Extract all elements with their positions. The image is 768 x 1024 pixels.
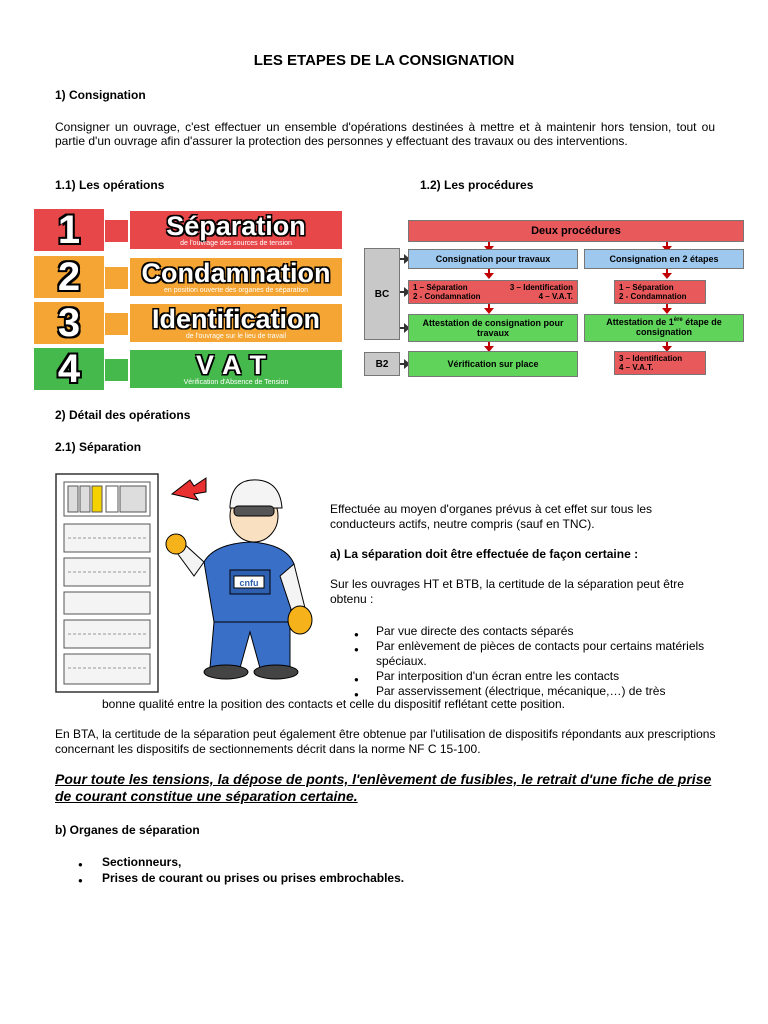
organes-list <box>78 854 678 886</box>
worker-badge: cnfu <box>239 578 259 588</box>
operation-number: 3 <box>34 302 104 344</box>
arrow-down-icon <box>666 342 668 348</box>
operation-subtitle: Vérification d'Absence de Tension <box>183 379 289 386</box>
section-2-1-heading: 2.1) Séparation <box>55 440 142 454</box>
operation-step-4 <box>34 348 344 390</box>
list-item-text: Par asservissement (électrique, mécanique,…) de très <box>376 684 666 698</box>
page-title: LES ETAPES DE LA CONSIGNATION <box>253 52 515 69</box>
arrow-right-icon <box>400 291 406 293</box>
operation-word: Condamnation <box>141 258 331 288</box>
step-label: 3 – Identification <box>619 354 683 363</box>
list-item: ● Par interposition d'un écran entre les contacts <box>354 669 620 684</box>
separation-a-text: Sur les ouvrages HT et BTB, la certitude de la séparation peut être obtenu : <box>330 577 684 606</box>
operation-word: Identification <box>152 304 320 334</box>
operation-subtitle: de l'ouvrage des sources de tension <box>180 240 292 247</box>
operation-word: Séparation <box>166 211 306 241</box>
step-label: 4 – V.A.T. <box>619 363 654 372</box>
col1-steps <box>408 280 578 304</box>
col2-steps <box>614 280 706 304</box>
bta-paragraph: En BTA, la certitude de la séparation peut également être obtenue par l'utilisation de dispositifs répondants aux prescriptions concernant les dispositifs de sectionnements décrit dans la norme NF C 15-100. <box>55 727 716 756</box>
b2-label: B2 <box>364 352 400 376</box>
arrow-down-icon <box>666 269 668 275</box>
separation-illustration <box>54 472 324 694</box>
list-item: ● Sectionneurs, <box>78 855 182 869</box>
col2-header: Consignation en 2 étapes <box>584 249 744 269</box>
operation-step-3 <box>34 302 344 344</box>
operation-banner <box>128 256 344 298</box>
col1-verification: Vérification sur place <box>408 351 578 377</box>
separation-a-heading: a) La séparation doit être effectuée de façon certaine : <box>330 547 639 561</box>
list-item-text: Par enlèvement de pièces de contacts pour certains matériels spéciaux. <box>376 639 705 668</box>
step-label: 1 – Séparation <box>619 283 674 292</box>
attest-sup: ère <box>673 317 683 323</box>
operation-banner <box>128 302 344 344</box>
list-item-text: Prises de courant ou prises ou prises embrochables. <box>102 871 405 885</box>
arrow-right-icon <box>400 258 406 260</box>
arrow-right-icon <box>400 327 406 329</box>
pointer-arrow-icon <box>172 478 206 500</box>
attest-text: étape de consignation <box>636 317 722 337</box>
arrow-right-icon <box>400 363 406 365</box>
col2-steps-2 <box>614 351 706 375</box>
list-item: ● Par asservissement (électrique, mécanique,…) de très <box>354 684 666 699</box>
operation-banner <box>128 348 344 390</box>
organes-heading: b) Organes de séparation <box>55 823 200 837</box>
electrical-panel-icon <box>56 474 158 692</box>
section-1-heading: 1) Consignation <box>55 88 146 102</box>
col2-attestation <box>584 314 744 342</box>
operation-banner <box>128 209 344 251</box>
operation-subtitle: en position ouverte des organes de séparation <box>164 287 308 294</box>
section-1-1-heading: 1.1) Les opérations <box>55 178 165 192</box>
step-label: 2 - Condamnation <box>413 292 481 301</box>
operation-step-2 <box>34 256 344 298</box>
operation-number: 2 <box>34 256 104 298</box>
col1-header: Consignation pour travaux <box>408 249 578 269</box>
worker-icon <box>166 480 312 679</box>
operation-step-1 <box>34 209 344 251</box>
section-2-heading: 2) Détail des opérations <box>55 408 191 422</box>
arrow-down-icon <box>488 242 490 248</box>
operation-number: 4 <box>34 348 104 390</box>
arrow-down-icon <box>488 269 490 275</box>
arrow-down-icon <box>488 342 490 348</box>
list-item: ● Prises de courant ou prises ou prises embrochables. <box>78 871 405 885</box>
separation-methods-list <box>354 624 716 699</box>
attest-text: Attestation de 1 <box>606 317 674 327</box>
operation-word: VAT <box>196 350 276 380</box>
col1-attestation: Attestation de consignation pour travaux <box>408 314 578 342</box>
bc-label: BC <box>364 248 400 340</box>
separation-intro: Effectuée au moyen d'organes prévus à cet effet sur tous les conducteurs actifs, neutre compris (sauf en TNC). <box>330 502 653 531</box>
separation-bullet-continuation: bonne qualité entre la position des contacts et celle du dispositif reflétant cette position. <box>102 697 565 711</box>
operation-number: 1 <box>34 209 104 251</box>
procedures-top-box: Deux procédures <box>408 220 744 242</box>
list-item-text: Par vue directe des contacts séparés <box>376 624 574 638</box>
list-item-text: Sectionneurs, <box>102 855 182 869</box>
step-label: 3 – Identification <box>509 283 573 292</box>
step-label: 1 – Séparation <box>413 283 468 292</box>
list-item: ● Par vue directe des contacts séparés <box>354 624 574 639</box>
arrow-down-icon <box>666 304 668 310</box>
step-label: 4 – V.A.T. <box>538 292 573 301</box>
section-1-2-heading: 1.2) Les procédures <box>420 178 534 192</box>
list-item-text: Par interposition d'un écran entre les contacts <box>376 669 620 683</box>
arrow-down-icon <box>666 242 668 248</box>
emphasis-statement: Pour toute les tensions, la dépose de ponts, l'enlèvement de fusibles, le retrait d'une fiche de prise de courant constitue une séparation certaine. <box>55 771 712 804</box>
arrow-down-icon <box>488 304 490 310</box>
list-item: ● Par enlèvement de pièces de contacts pour certains matériels spéciaux. <box>354 639 705 668</box>
section-1-text: Consigner un ouvrage, c'est effectuer un ensemble d'opérations destinées à mettre et à maintenir hors tension, tout ou partie d'un ouvrage afin d'assurer la protection des personnes y effectuant des travaux ou des interventions. <box>55 120 715 148</box>
step-label: 2 - Condamnation <box>619 292 687 301</box>
operation-subtitle: de l'ouvrage sur le lieu de travail <box>185 333 287 340</box>
